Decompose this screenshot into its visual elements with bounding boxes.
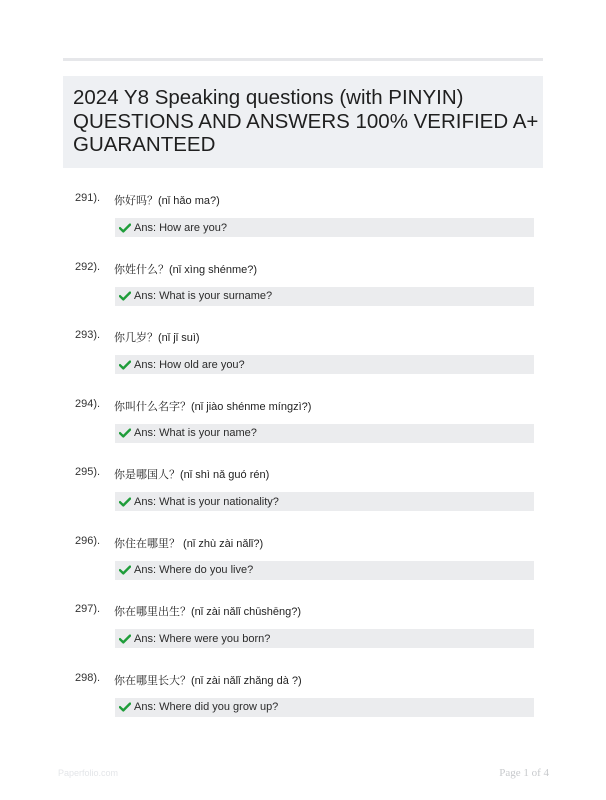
question-number: 298). bbox=[75, 671, 101, 684]
checkmark-icon bbox=[119, 702, 131, 712]
top-divider bbox=[63, 58, 543, 61]
question-item bbox=[0, 190, 606, 259]
question-number: 291). bbox=[75, 192, 101, 204]
question-text: 你是哪国人？(nǐ shì nǎ guó rén) bbox=[114, 469, 270, 481]
question-text: 你住在哪里？ (nǐ zhù zài nǎlǐ?) bbox=[114, 537, 264, 550]
document-title bbox=[73, 86, 539, 157]
answer-box bbox=[115, 561, 534, 580]
checkmark-icon bbox=[119, 634, 131, 644]
answer-text: Ans: What is your surname? bbox=[134, 290, 273, 302]
question-item bbox=[0, 259, 606, 328]
answer-box bbox=[115, 424, 534, 443]
question-text: 你叫什么名字？(nǐ jiào shénme míngzì?) bbox=[114, 400, 312, 413]
title-line-2: QUESTIONS AND ANSWERS 100% VERIFIED A+ bbox=[73, 109, 539, 133]
question-item bbox=[0, 670, 606, 739]
answer-text: Ans: How are you? bbox=[134, 221, 227, 234]
checkmark-icon bbox=[119, 428, 131, 438]
question-text: 你几岁？(nǐ jǐ suì) bbox=[114, 332, 200, 344]
question-number: 292). bbox=[75, 260, 101, 273]
question-text: 你在哪里长大？(nǐ zài nǎlǐ zhǎng dà ?) bbox=[114, 674, 302, 687]
question-number: 297). bbox=[75, 603, 101, 615]
question-item bbox=[0, 533, 606, 602]
question-list bbox=[0, 190, 606, 738]
question-number: 293). bbox=[75, 329, 101, 341]
answer-box bbox=[115, 492, 534, 511]
answer-text: Ans: Where do you live? bbox=[134, 564, 254, 576]
checkmark-icon bbox=[119, 291, 131, 301]
question-number: 295). bbox=[75, 466, 101, 478]
question-text: 你在哪里出生？(nǐ zài nǎlǐ chūshēng?) bbox=[114, 606, 302, 618]
checkmark-icon bbox=[119, 497, 131, 507]
question-text: 你姓什么？(nǐ xìng shénme?) bbox=[114, 263, 258, 276]
checkmark-icon bbox=[119, 360, 131, 370]
title-banner bbox=[63, 76, 543, 168]
answer-box bbox=[115, 629, 534, 648]
answer-text: Ans: Where were you born? bbox=[134, 632, 271, 645]
question-item bbox=[0, 327, 606, 396]
title-line-3: GUARANTEED bbox=[73, 133, 216, 156]
question-item bbox=[0, 396, 606, 465]
answer-box bbox=[115, 355, 534, 374]
question-number: 296). bbox=[75, 534, 101, 547]
checkmark-icon bbox=[119, 565, 131, 575]
question-item bbox=[0, 464, 606, 533]
page-indicator: Page 1 of 4 bbox=[499, 767, 549, 779]
answer-text: Ans: How old are you? bbox=[134, 358, 245, 371]
checkmark-icon bbox=[119, 223, 131, 233]
footer-watermark: Paperfolio.com bbox=[58, 768, 119, 778]
question-number: 294). bbox=[75, 397, 101, 410]
answer-text: Ans: Where did you grow up? bbox=[134, 701, 279, 713]
answer-text: Ans: What is your name? bbox=[134, 427, 257, 439]
question-text: 你好吗？(nǐ hǎo ma?) bbox=[114, 195, 220, 207]
title-line-1: 2024 Y8 Speaking questions (with PINYIN) bbox=[73, 86, 464, 109]
answer-box bbox=[115, 287, 534, 306]
answer-box bbox=[115, 218, 534, 237]
answer-text: Ans: What is your nationality? bbox=[134, 495, 279, 508]
question-item bbox=[0, 601, 606, 670]
answer-box bbox=[115, 698, 534, 717]
